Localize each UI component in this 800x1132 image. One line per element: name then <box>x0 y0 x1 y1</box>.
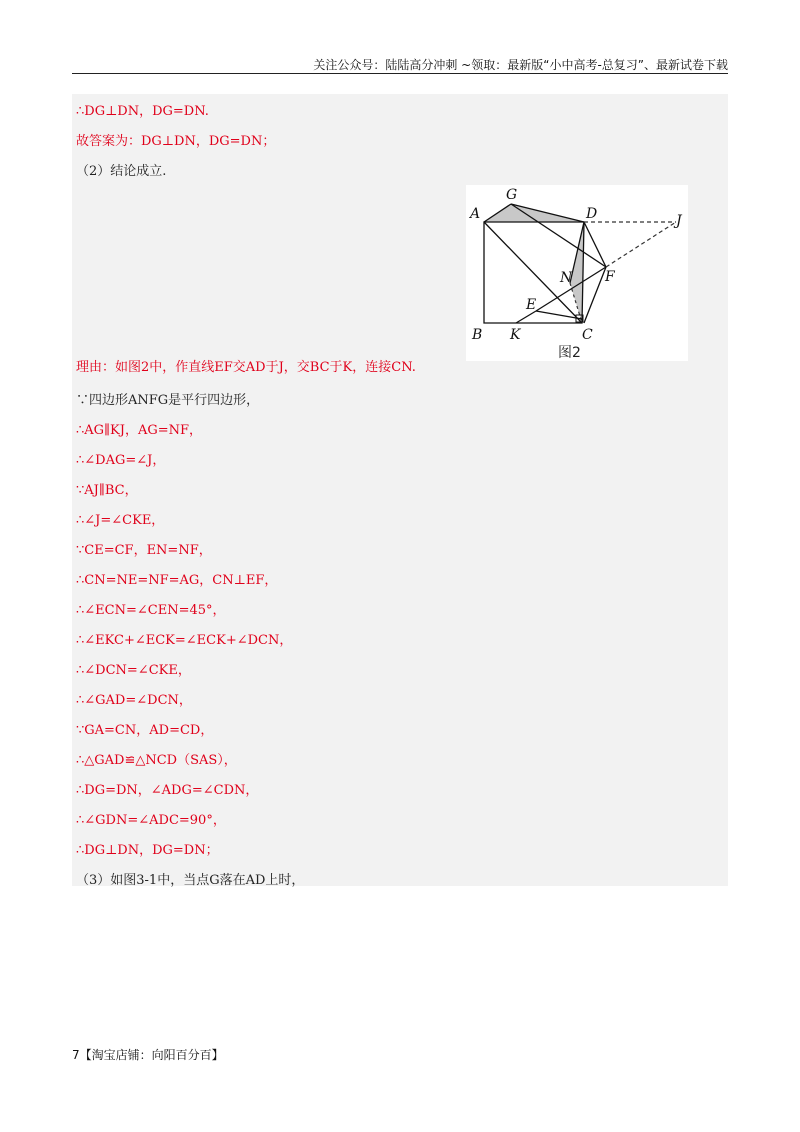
answer-line: 故答案为：DG⊥DN，DG=DN； <box>76 134 276 149</box>
answer-line: ∴CN=NE=NF=AG，CN⊥EF， <box>76 573 278 588</box>
answer-line: ∴DG⊥DN，DG=DN； <box>76 843 219 858</box>
answer-line: ∴DG=DN，∠ADG=∠CDN， <box>76 783 259 798</box>
answer-line: ∴DG⊥DN，DG=DN. <box>76 104 209 119</box>
label-a: A <box>470 206 481 222</box>
dashed-fj <box>606 222 676 267</box>
segment-fc <box>584 267 606 323</box>
answer-line: （2）结论成立. <box>76 164 167 179</box>
label-d: D <box>586 206 598 222</box>
answer-line: ∴△GAD≌△NCD（SAS）， <box>76 753 237 768</box>
label-b: B <box>472 327 483 343</box>
answer-line: ∴∠DCN=∠CKE， <box>76 663 191 678</box>
answer-line: ∴∠ECN=∠CEN=45°， <box>76 603 226 618</box>
label-n: N <box>560 270 573 286</box>
answer-line: ∴∠GDN=∠ADC=90°， <box>76 813 226 828</box>
answer-line: ∵四边形ANFG是平行四边形， <box>76 393 260 408</box>
answer-line: ∵AJ∥BC， <box>76 483 138 498</box>
label-c: C <box>582 327 593 343</box>
answer-line: ∴∠DAG=∠J， <box>76 453 166 468</box>
answer-line: ∵CE=CF，EN=NF， <box>76 543 212 558</box>
label-g: G <box>506 187 518 203</box>
geometry-diagram <box>466 185 688 361</box>
figure-caption: 图2 <box>558 345 581 361</box>
label-f: F <box>605 269 615 285</box>
answer-line: ∴∠EKC+∠ECK=∠ECK+∠DCN， <box>76 633 293 648</box>
label-k: K <box>510 327 521 343</box>
page-footer: 7【淘宝店铺：向阳百分百】 <box>72 1048 224 1062</box>
label-j: J <box>676 213 682 229</box>
header-rule <box>72 73 728 74</box>
answer-line: ∴AG∥KJ，AG=NF， <box>76 423 203 438</box>
label-e: E <box>526 297 537 313</box>
answer-line: ∵GA=CN，AD=CD， <box>76 723 214 738</box>
answer-line: （3）如图3-1中，当点G落在AD上时， <box>76 873 305 888</box>
page-header: 关注公众号：陆陆高分冲刺 ~领取：最新版“小中高考-总复习”、最新试卷下载 <box>313 58 728 72</box>
geometry-figure <box>466 185 688 361</box>
answer-line: 理由：如图2中，作直线EF交AD于J，交BC于K，连接CN. <box>76 360 416 375</box>
answer-line: ∴∠J=∠CKE， <box>76 513 165 528</box>
answer-line: ∴∠GAD=∠DCN， <box>76 693 192 708</box>
